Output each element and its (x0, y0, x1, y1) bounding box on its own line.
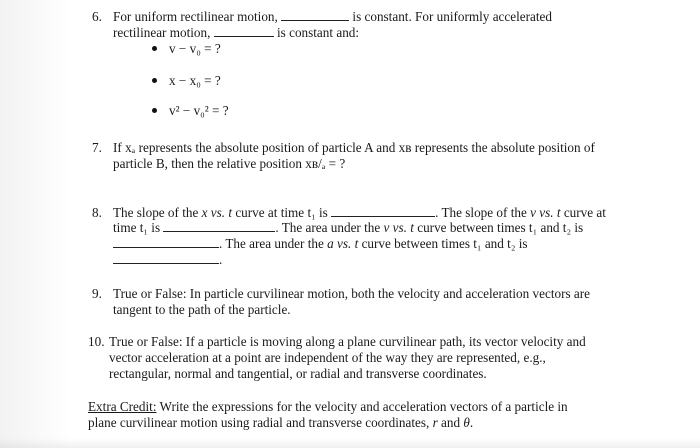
question-text: vector acceleration at a point are independent of the way they are represented, e.g., (109, 350, 546, 365)
question-number: 8. (92, 205, 102, 220)
question-number: 7. (92, 140, 102, 155)
answer-blank[interactable] (281, 9, 349, 21)
bullet-item: x − x₀ = ? (152, 73, 221, 89)
answer-blank[interactable] (214, 25, 274, 37)
question-text: particle B, then the relative position xʙ/ₐ = ? (113, 156, 346, 171)
question-number: 10. (88, 334, 105, 349)
question-text: rectilinear motion, is constant and: (113, 25, 360, 40)
bullet-item: v² − v₀² = ? (152, 103, 229, 119)
answer-blank[interactable] (113, 236, 219, 248)
bullet-icon (152, 108, 157, 113)
extra-credit-text: plane curvilinear motion using radial and transverse coordinates, r and θ. (88, 415, 474, 430)
question-text: time t₁ is . The area under the v vs. t curve between times t₁ and t₂ is (113, 220, 584, 235)
extra-credit-text: Extra Credit: Write the expressions for the velocity and acceleration vectors of a particle in (88, 399, 568, 414)
bullet-icon (152, 78, 157, 83)
question-text: For uniform rectilinear motion, is constant. For uniformly accelerated (113, 9, 552, 24)
question-text: tangent to the path of the particle. (113, 302, 291, 317)
question-text: . The area under the a vs. t curve between times t₁ and t₂ is (113, 236, 528, 252)
answer-blank[interactable] (331, 205, 435, 217)
question-text: rectangular, normal and tangential, or radial and transverse coordinates. (109, 366, 487, 381)
question-text: If xₐ represents the absolute position of particle A and xʙ represents the absolute position of (113, 140, 595, 155)
answer-blank[interactable] (163, 220, 275, 232)
question-text: . (113, 252, 222, 268)
extra-credit-label: Extra Credit: (88, 399, 157, 414)
question-text: The slope of the x vs. t curve at time t₁ is . The slope of the v vs. t curve at (113, 205, 606, 220)
answer-blank[interactable] (113, 252, 219, 264)
question-number: 6. (92, 9, 102, 24)
question-text: True or False: In particle curvilinear motion, both the velocity and acceleration vectors are (113, 286, 591, 301)
question-text: True or False: If a particle is moving along a plane curvilinear path, its vector velocity and (109, 334, 586, 349)
question-number: 9. (92, 286, 102, 301)
bullet-item: v − v₀ = ? (152, 41, 221, 57)
bullet-icon (152, 46, 157, 51)
